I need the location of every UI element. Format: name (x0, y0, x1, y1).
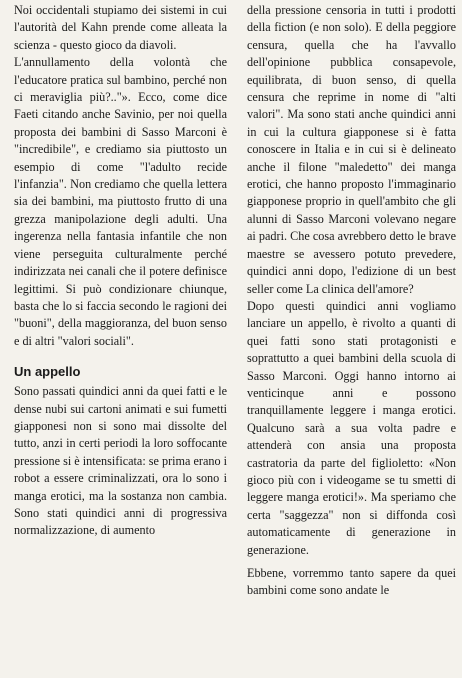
paragraph: Noi occidentali stupiamo dei sistemi in cui l'autorità del Kahn prende come alleata la scienza - questo gioco da diavoli. (14, 3, 227, 52)
right-column (247, 2, 456, 678)
left-column (14, 2, 227, 678)
paragraph: L'annullamento della volontà che l'educatore pratica sul bambino, perché non ci meraviglia più?.."». Ecco, come dice Faeti citando anche Savinio, per noi quella proposta dei bambini di Sasso Marconi è "incredibile", e crediamo sia piuttosto un esempio di come "l'adulto recide l'infanzia". Non crediamo che quella lettera sia dei bambini, ma piuttosto frutto di una grezza manipolazione degli adulti. Una ingerenza nella fantasia infantile che non viene perseguita culturalmente perché indirizzata nei canali che il potere definisce legittimi. Si può condizionare chiunque, basta che lo si faccia secondo le ragioni dei "buoni", della maggioranza, del buon senso e di altri "valori sociali". (14, 55, 227, 348)
paragraph: Dopo questi quindici anni vogliamo lanciare un appello, è rivolto a quanti di quei fatti sono stati protagonisti e soprattutto a quei bambini della scuola di Sasso Marconi. Oggi hanno intorno ai venticinque anni e possono tranquillamente leggere i manga erotici. Qualcuno sarà a sua volta padre e attenderà con ansia una proposta castratoria da parte del figlioletto: «Non gioco più con i videogame se tu smetti di leggere manga erotici!». Ma speriamo che certa "saggezza" non si diffonda così automaticamente di generazione in generazione. (247, 298, 456, 557)
paragraph: Ebbene, vorremmo tanto sapere da quei bambini come sono andate le (247, 566, 456, 598)
section-heading: Un appello (14, 364, 81, 380)
paragraph: Sono passati quindici anni da quei fatti e le dense nubi sui cartoni animati e sui fumetti giapponesi non si sono mai dissolte del tutto, anzi in certi periodi la loro soffocante pressione si è intensificata: se prima erano i robot a essere criminalizzati, ora lo sono i manga erotici, ma la sostanza non cambia. Sono stati quindici anni di progressiva normalizzazione, di aumento (14, 384, 227, 538)
paragraph: della pressione censoria in tutti i prodotti della fiction (e non solo). E della peggiore censura, quella che ha l'avvallo dell'opinione pubblica consapevole, equilibrata, di buon senso, di quella censura che reprime in nome di "alti valori". Ma sono stati anche quindici anni in cui la cultura giapponese si è fatta conoscere in Italia e in cui si è delineato anche il filone "maledetto" dei manga erotici, che hanno proposto l'immaginario giapponese proprio in quell'ambito che gli alunni di Sasso Marconi volevano negare ai padri. Che cosa avrebbero detto le brave maestre se avessero potuto prevedere, quindici anni dopo, l'edizione di un best seller come La clinica dell'amore? (247, 3, 456, 296)
